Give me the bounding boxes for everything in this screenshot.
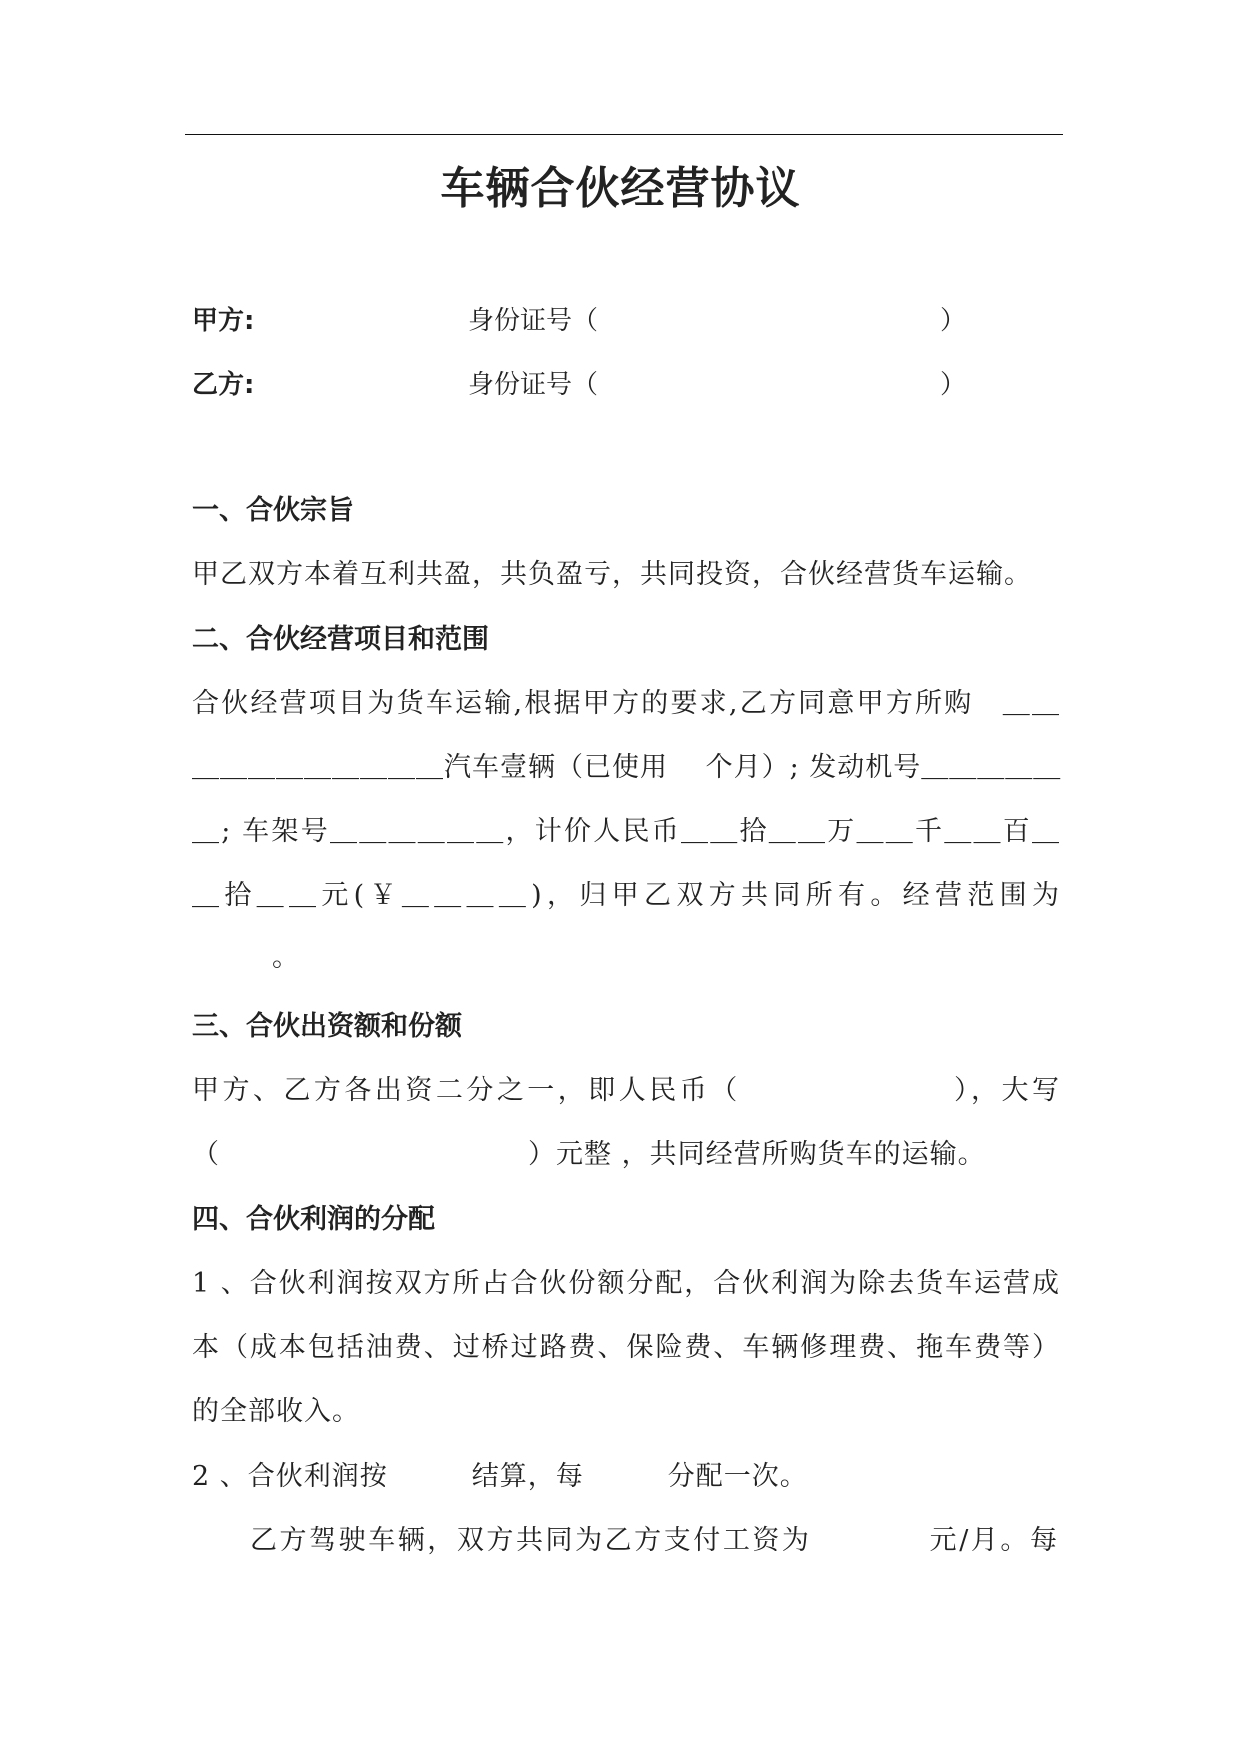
- party-a-id-label: 身份证号（: [468, 306, 599, 336]
- section-4-line-4: 2 、合伙利润按 结算，每 分配一次。: [192, 1461, 808, 1492]
- party-b-id-close: ）: [940, 370, 967, 400]
- section-4-line-2: 本（成本包括油费、过桥过路费、保险费、车辆修理费、拖车费等）: [192, 1332, 1060, 1363]
- section-4-line-3: 的全部收入。: [192, 1396, 360, 1427]
- section-2-line-1: 合伙经营项目为货车运输,根据甲方的要求,乙方同意甲方所购 ＿＿: [192, 688, 1060, 719]
- section-4-line-1: 1 、合伙利润按双方所占合伙份额分配，合伙利润为除去货车运营成: [192, 1268, 1060, 1299]
- section-2-line-5: 。: [272, 942, 300, 973]
- section-3-line-2: （ ）元整 ，共同经营所购货车的运输。: [192, 1139, 986, 1170]
- section-1-line-1: 甲乙双方本着互利共盈，共负盈亏，共同投资，合伙经营货车运输。: [192, 559, 1032, 590]
- section-3-heading: 三、合伙出资额和份额: [192, 1011, 462, 1042]
- header-rule: [185, 134, 1063, 135]
- party-a-id-close: ）: [940, 306, 967, 336]
- party-b-id-label: 身份证号（: [468, 370, 599, 400]
- document-title: 车辆合伙经营协议: [440, 163, 801, 214]
- section-3-line-1: 甲方、乙方各出资二分之一，即人民币（ ），大写: [192, 1075, 1060, 1106]
- section-4-heading: 四、合伙利润的分配: [192, 1204, 435, 1235]
- party-b-label: 乙方:: [192, 370, 255, 400]
- party-a-label: 甲方:: [192, 306, 255, 336]
- section-2-line-3: ＿; 车架号＿＿＿＿＿＿，计价人民币＿＿拾＿＿万＿＿千＿＿百＿: [192, 816, 1060, 847]
- section-4-line-5: 乙方驾驶车辆，双方共同为乙方支付工资为 元/月。每: [250, 1525, 1058, 1556]
- section-1-heading: 一、合伙宗旨: [192, 495, 354, 526]
- section-2-line-2: ＿＿＿＿＿＿＿＿＿汽车壹辆（已使用 个月）; 发动机号＿＿＿＿＿: [192, 752, 1062, 783]
- section-2-line-4: ＿拾＿＿元(￥＿＿＿＿)，归甲乙双方共同所有。经营范围为: [192, 880, 1060, 911]
- section-2-heading: 二、合伙经营项目和范围: [192, 624, 489, 655]
